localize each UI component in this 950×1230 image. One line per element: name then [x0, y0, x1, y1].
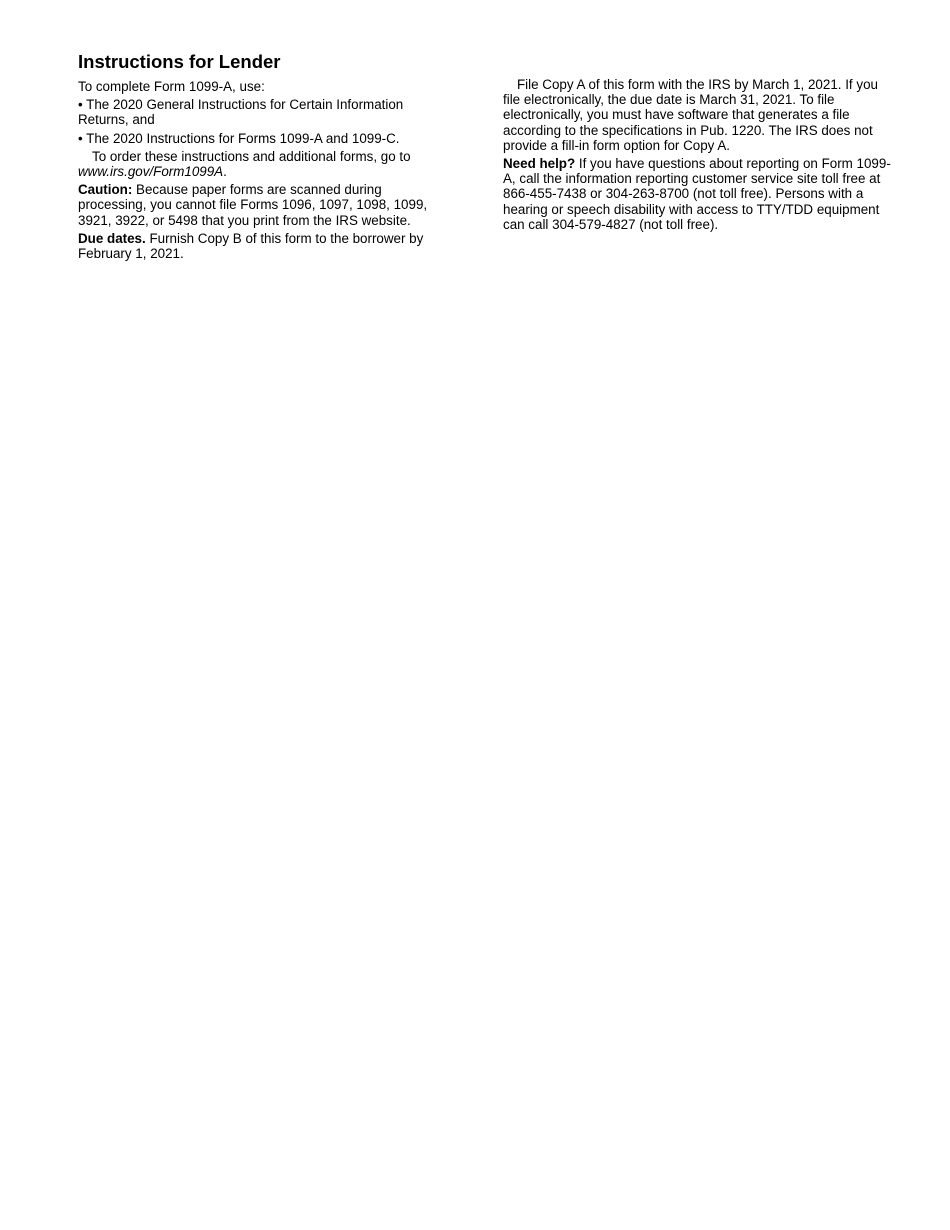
- due-dates-paragraph: [78, 231, 450, 261]
- need-help-label: Need help?: [503, 156, 576, 172]
- need-help-text: If you have questions about reporting on Form 1099-A, call the information reporting customer service site toll free at 866-455-7438 or 304-263-8700 (not toll free). Persons with a hearing or speech disability with access to TTY/TDD equipment can call 304-579-4827 (not toll free).: [503, 156, 891, 232]
- order-paragraph: [78, 149, 450, 179]
- left-column: [78, 51, 450, 264]
- irs-form-link[interactable]: www.irs.gov/Form1099A: [78, 164, 224, 180]
- bullet-form-instructions: • The 2020 Instructions for Forms 1099-A and 1099-C.: [78, 130, 400, 146]
- caution-paragraph: [78, 182, 450, 228]
- due-dates-label: Due dates.: [78, 230, 146, 246]
- right-column: [503, 77, 898, 235]
- page-title: Instructions for Lender: [78, 51, 281, 72]
- file-copy-paragraph: File Copy A of this form with the IRS by March 1, 2021. If you file electronically, the due date is March 31, 2021. To file electronically, you must have software that generates a file according to the specifications in Pub. 1220. The IRS does not provide a fill-in form option for Copy A.: [503, 77, 878, 153]
- need-help-paragraph: [503, 156, 898, 232]
- caution-label: Caution:: [78, 182, 133, 198]
- due-dates-text: Furnish Copy B of this form to the borrower by February 1, 2021.: [78, 230, 424, 262]
- order-end-punctuation: .: [223, 164, 227, 180]
- order-text: To order these instructions and additional forms, go to: [92, 148, 411, 164]
- bullet-general-instructions: • The 2020 General Instructions for Certain Information Returns, and: [78, 97, 404, 128]
- caution-text: Because paper forms are scanned during processing, you cannot file Forms 1096, 1097, 1098, 1099, 3921, 3922, or 5498 that you print from the IRS website.: [78, 182, 428, 228]
- intro-paragraph: To complete Form 1099-A, use:: [78, 79, 265, 94]
